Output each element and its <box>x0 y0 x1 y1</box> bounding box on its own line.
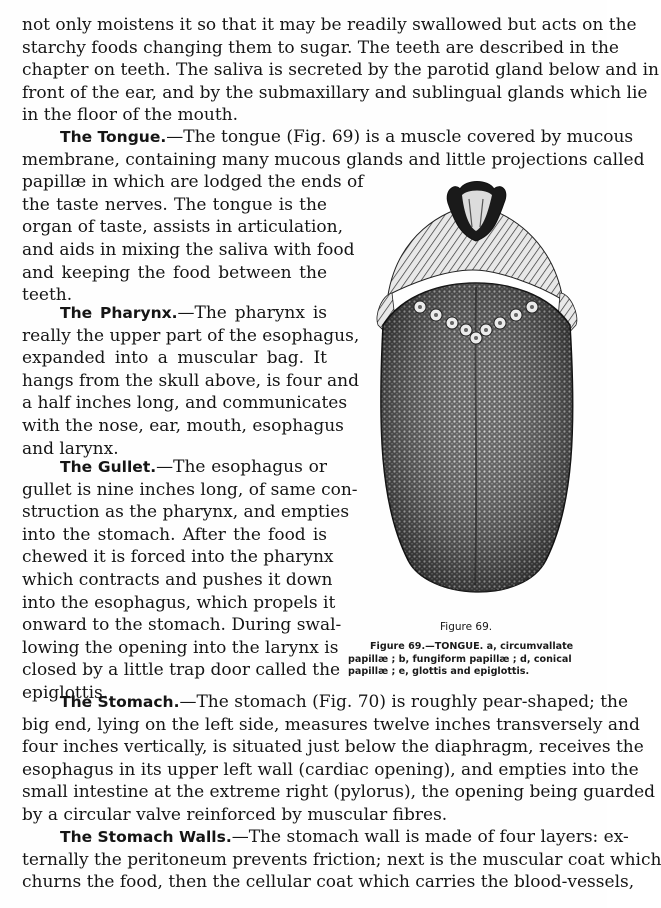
text-line: and larynx. <box>22 438 119 459</box>
text-line: chapter on teeth. The saliva is secreted by the parotid gland below and in <box>22 60 659 81</box>
text-line: starchy foods changing them to sugar. The teeth are described in the <box>22 37 619 58</box>
text-line: gullet is nine inches long, of same con- <box>22 479 358 500</box>
text-line: expanded into a muscular bag. It <box>22 348 327 369</box>
text-run: —The stomach wall is made of four layers: ex- <box>231 827 629 847</box>
section-heading: The Tongue. <box>60 128 167 146</box>
section-heading: The Gullet. <box>60 458 157 476</box>
text-line: front of the ear, and by the submaxillary and sublingual glands which lie <box>22 82 648 103</box>
text-line: organ of taste, assists in articulation, <box>22 217 343 238</box>
text-line <box>22 126 634 149</box>
text-line: chewed it is forced into the pharynx <box>22 547 334 568</box>
paragraph-gullet <box>22 456 358 705</box>
text-line <box>22 302 327 325</box>
text-line: papillæ in which are lodged the ends of <box>22 172 364 193</box>
text-line: churns the food, then the cellular coat which carries the blood-vessels, <box>22 872 635 893</box>
section-heading: The Pharynx. <box>60 304 178 322</box>
tongue-illustration <box>348 175 598 615</box>
section-heading: The Stomach. <box>60 693 180 711</box>
paragraph-stomach <box>22 691 656 827</box>
section-heading: The Stomach Walls. <box>60 828 232 846</box>
text-line: epiglottis. <box>22 682 109 703</box>
text-line: not only moistens it so that it may be readily swallowed but acts on the <box>22 15 637 35</box>
paragraph-saliva <box>22 14 659 127</box>
text-line: in the floor of the mouth. <box>22 105 239 126</box>
paragraph-pharynx <box>22 302 360 460</box>
text-line: with the nose, ear, mouth, esophagus <box>22 415 344 436</box>
text-line: the taste nerves. The tongue is the <box>22 194 327 215</box>
text-line: onward to the stomach. During swal- <box>22 615 342 636</box>
paragraph-stomach-walls <box>22 826 661 894</box>
caption-line: Figure 69.—TONGUE. a, circumvallate <box>370 641 574 652</box>
text-line: struction as the pharynx, and empties <box>22 502 350 523</box>
text-line <box>22 456 327 479</box>
text-run: —The esophagus or <box>156 457 327 477</box>
text-line: membrane, containing many mucous glands and little projections called <box>22 149 645 170</box>
text-line: a half inches long, and communicates <box>22 393 348 414</box>
caption-line: papillæ ; e, glottis and epiglottis. <box>348 666 530 678</box>
text-run: —The tongue (Fig. 69) is a muscle covered by mucous <box>166 127 634 147</box>
text-line: small intestine at the extreme right (pylorus), the opening being guarded <box>22 782 656 803</box>
text-line: closed by a little trap door called the <box>22 660 341 681</box>
text-line: and aids in mixing the saliva with food <box>22 239 355 260</box>
caption-line: papillæ ; b, fungiform papillæ ; d, conical <box>348 653 572 665</box>
text-line: really the upper part of the esophagus, <box>22 325 360 346</box>
text-line: esophagus in its upper left wall (cardiac opening), and empties into the <box>22 759 639 780</box>
text-line: lowing the opening into the larynx is <box>22 637 339 658</box>
figure-caption <box>348 641 600 679</box>
text-line: big end, lying on the left side, measures twelve inches transversely and <box>22 714 640 735</box>
text-line: four inches vertically, is situated just below the diaphragm, receives the <box>22 737 644 758</box>
text-line: and keeping the food between the <box>22 262 327 283</box>
text-line <box>22 691 629 714</box>
text-line: which contracts and pushes it down <box>22 569 333 590</box>
text-run: —The pharynx is <box>177 303 327 323</box>
text-line: into the stomach. After the food is <box>22 524 327 545</box>
text-line: hangs from the skull above, is four and <box>22 370 359 391</box>
figure-label-text: Figure 69. <box>440 621 493 633</box>
text-line: by a circular valve reinforced by muscular fibres. <box>22 804 448 825</box>
text-line: teeth. <box>22 285 73 306</box>
text-run: —The stomach (Fig. 70) is roughly pear-shaped; the <box>179 692 629 712</box>
text-line <box>22 826 629 849</box>
text-line: ternally the peritoneum prevents friction; next is the muscular coat which <box>22 849 661 870</box>
text-line: into the esophagus, which propels it <box>22 592 336 613</box>
